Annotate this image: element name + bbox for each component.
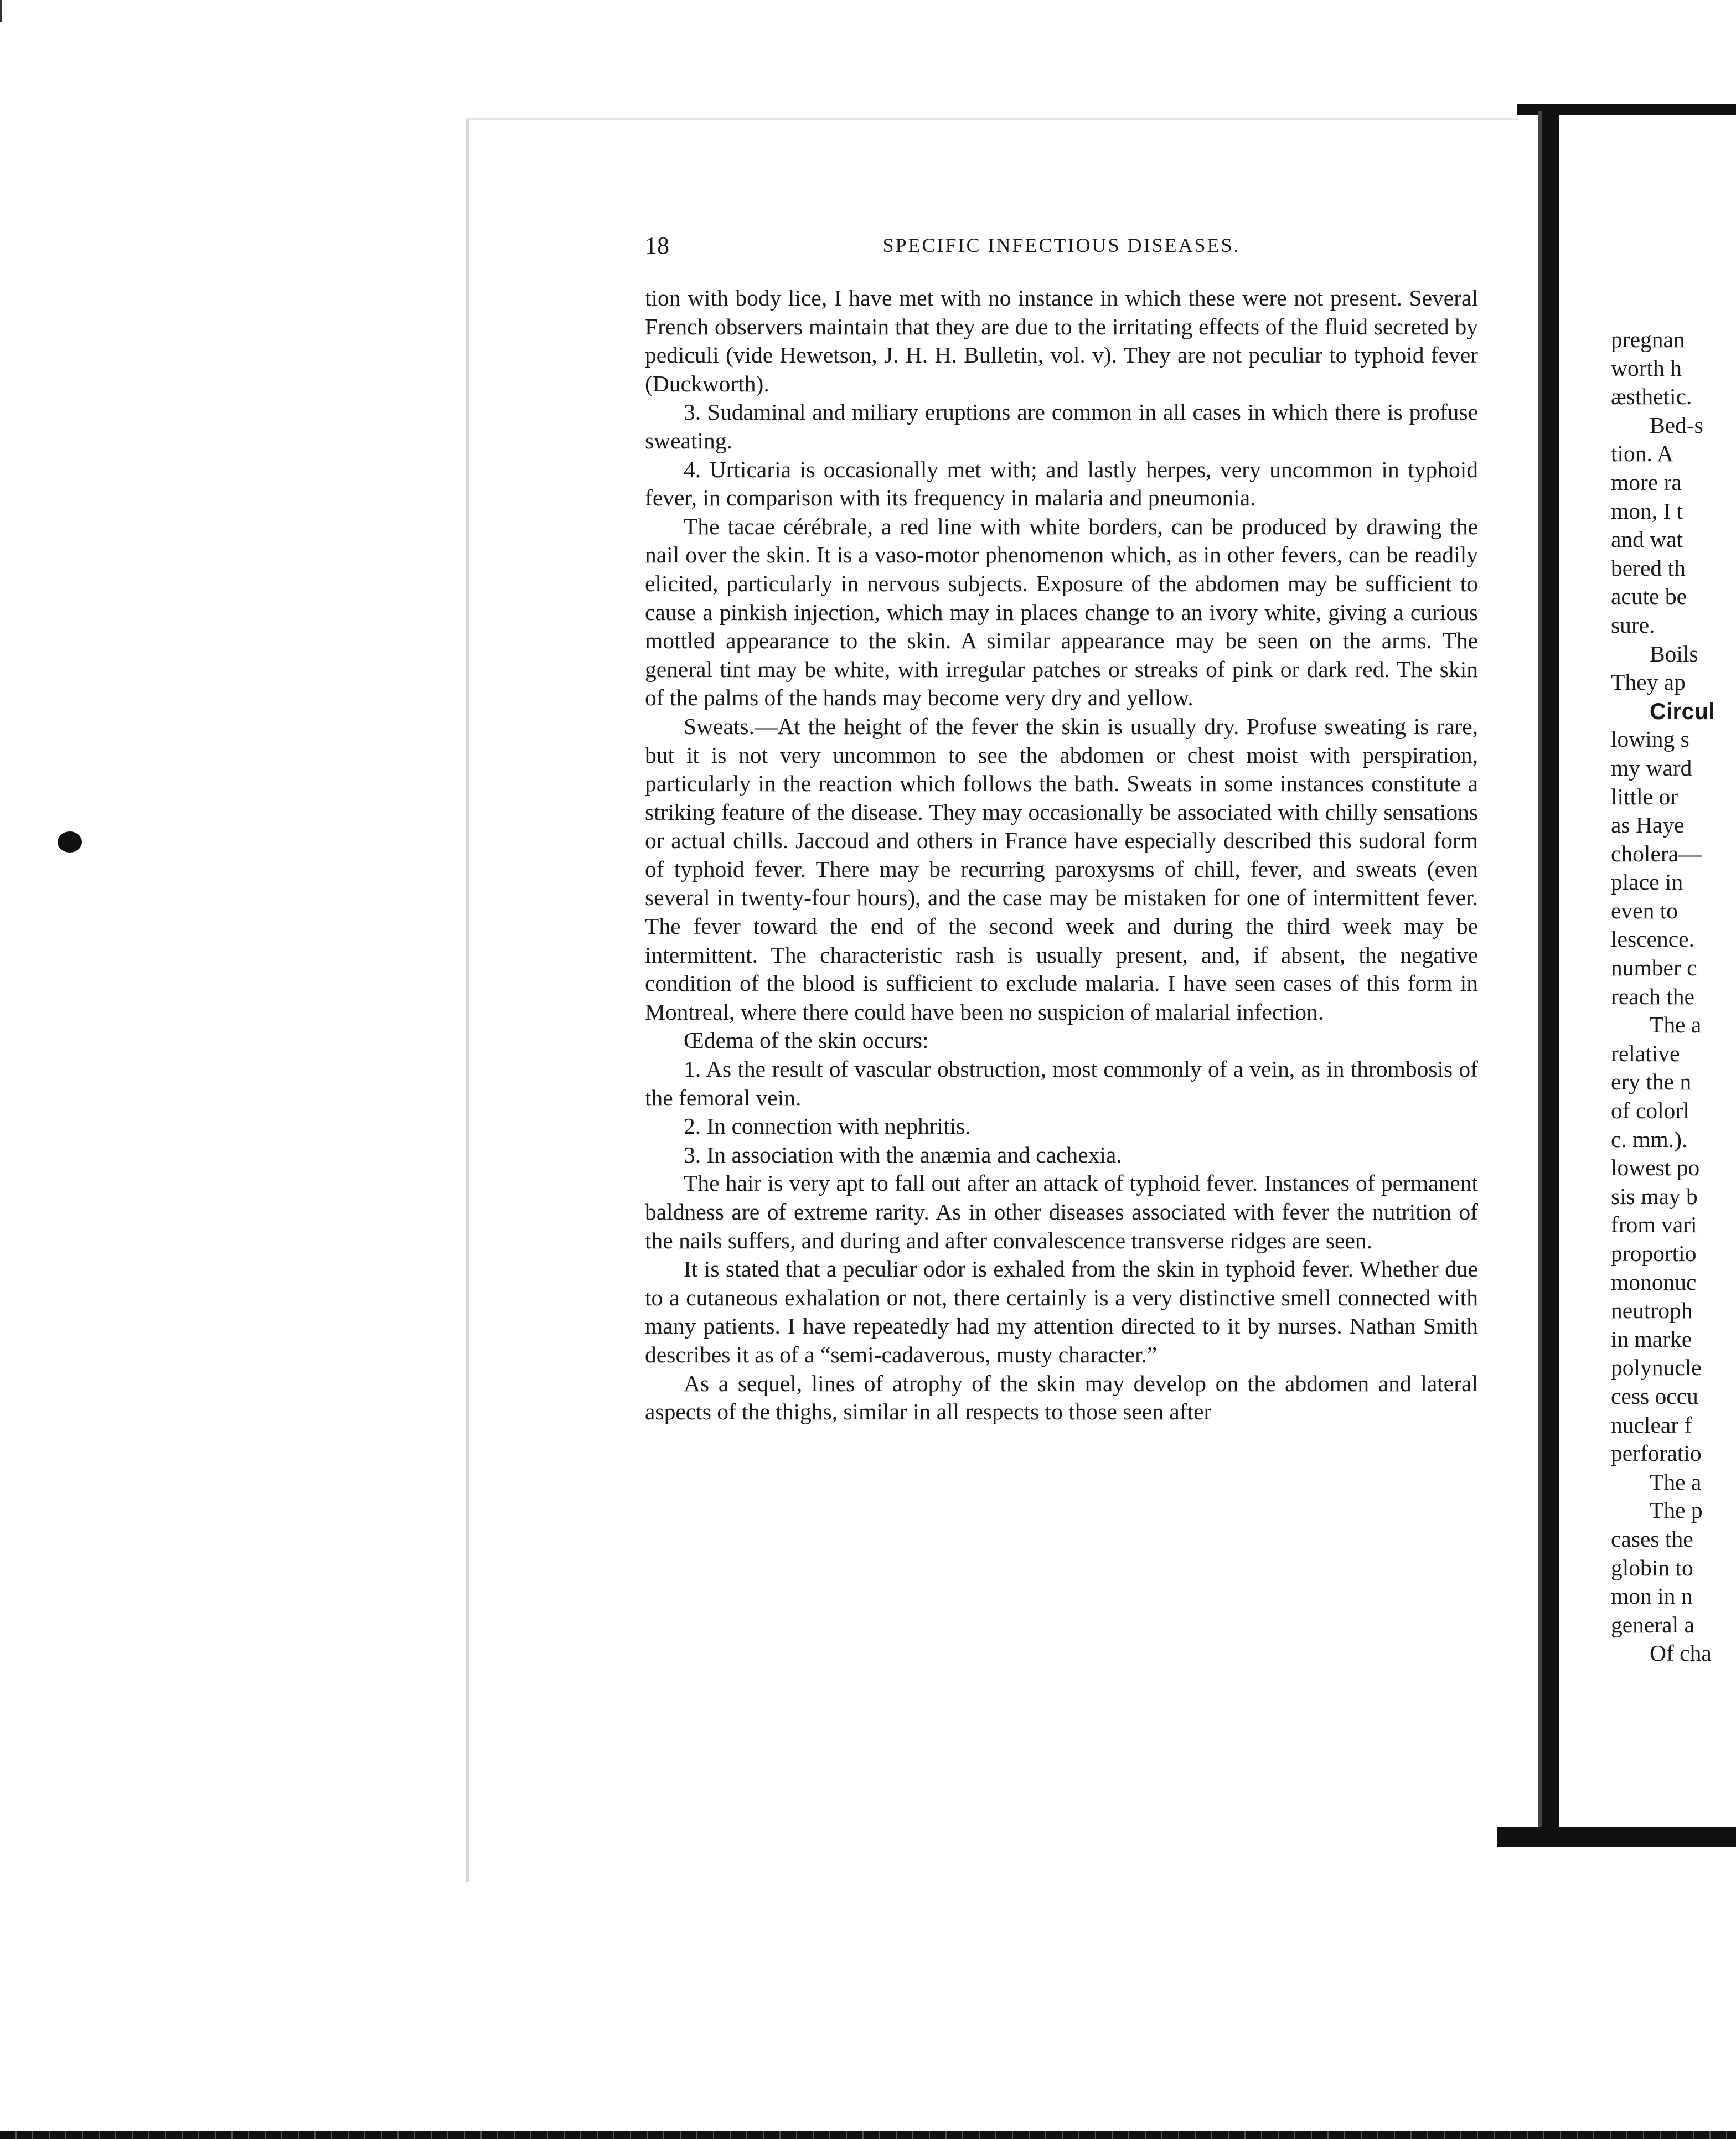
facing-page-line: cholera— [1611,840,1702,866]
facing-page-line: in marke [1611,1326,1692,1352]
scanner-bottom-edge [0,2131,1736,2139]
facing-page-line: Circul [1650,698,1715,724]
facing-page-line: reach the [1611,983,1694,1009]
facing-page-line: æsthetic. [1611,384,1692,410]
facing-page-fragment [1611,326,1736,1668]
paragraph: 3. In association with the anæmia and cachexia. [684,1141,1122,1167]
paragraph: 2. In connection with nephritis. [684,1113,971,1139]
facing-page-line: as Haye [1611,812,1685,838]
paragraph: Sweats.—At the height of the fever the skin is usually dry. Profuse sweating is rare, but it is not very uncommon to see the abdomen or chest moist with perspiration, particularly in the reaction which follows the bath. Sweats in some instances constitute a striking feature of the disease. They may occasionally be associated with chilly sensations or actual chills. Jaccoud and others in France have especially described this sudoral form of typhoid fever. There may be recurring paroxysms of chill, fever, and sweats (even several in twenty-four hours), and the case may be mistaken for one of intermittent fever. The fever toward the end of the second week and during the third week may be intermittent. The characteristic rash is usually present, and, if absent, the negative condition of the blood is sufficient to exclude malaria. I have seen cases of this form in Montreal, where there could have been no suspicion of malarial infection. [645,713,1478,1025]
facing-page-line: tion. A [1611,441,1673,467]
paragraph: Œdema of the skin occurs: [684,1027,929,1053]
facing-page-line: lowing s [1611,726,1690,752]
facing-page-line: ery the n [1611,1069,1692,1095]
facing-page-line: proportio [1611,1241,1697,1266]
page-header [645,231,1478,265]
facing-page-line: polynucle [1611,1355,1702,1381]
facing-page-line: The p [1650,1497,1703,1523]
page-edge-top [466,118,1518,120]
facing-page-line: and wat [1611,526,1683,552]
paragraph: 3. Sudaminal and miliary eruptions are common in all cases in which there is profuse sweating. [645,399,1478,453]
facing-page-line: little or [1611,783,1678,809]
facing-page-line: cases the [1611,1526,1693,1552]
facing-page-line: cess occu [1611,1383,1698,1409]
facing-page-line: mononuc [1611,1269,1697,1295]
page-edge-left [466,119,469,1882]
facing-page-line: pregnan [1611,327,1685,352]
facing-page-line: c. mm.). [1611,1126,1688,1152]
paragraph: 4. Urticaria is occasionally met with; and lastly herpes, very uncommon in typhoid fever, in comparison with its frequency in malaria and pneumonia. [645,456,1478,511]
running-title: SPECIFIC INFECTIOUS DISEASES. [882,234,1241,256]
facing-page-line: mon in n [1611,1583,1693,1609]
scan-corner-mark [0,0,2,22]
facing-page-line: Boils [1650,640,1698,666]
paragraph: The tacae cérébrale, a red line with white borders, can be produced by drawing the nail over the skin. It is a vaso-motor phenomenon which, as in other fevers, can be readily elicited, particularly in nervous subjects. Exposure of the abdomen may be sufficient to cause a pinkish injection, which may in places change to an ivory white, giving a curious mottled appearance to the skin. A similar appearance may be seen on the arms. The general tint may be white, with irregular patches or streaks of pink or dark red. The skin of the palms of the hands may become very dry and yellow. [645,513,1478,711]
book-spine [1542,111,1559,1832]
facing-page-line: from vari [1611,1212,1697,1238]
facing-page-line: bered th [1611,555,1686,581]
paragraph: It is stated that a peculiar odor is exhaled from the skin in typhoid fever. Whether due to a cutaneous exhalation or not, there certainly is a very distinctive smell connected with many patients. I have repeatedly had my attention directed to it by nurses. Nathan Smith describes it as of a “semi-cadaverous, musty character.” [645,1256,1478,1367]
book-spine-shadow [1538,111,1542,1832]
facing-page-line: globin to [1611,1554,1693,1580]
paragraph: As a sequel, lines of atrophy of the skin may develop on the abdomen and lateral aspects of the thighs, similar in all respects to those seen after [645,1370,1478,1425]
facing-page-line: perforatio [1611,1440,1702,1466]
ink-blot [58,831,82,852]
facing-page-line: The a [1650,1469,1702,1495]
facing-page-line: general a [1611,1611,1694,1637]
facing-page-line: sis may b [1611,1183,1698,1209]
facing-page-line: of colorl [1611,1098,1690,1124]
paragraph: The hair is very apt to fall out after an attack of typhoid fever. Instances of permanent baldness are of extreme rarity. As in other diseases associated with fever the nutrition of the nails suffers, and during and after convalescence transverse ridges are seen. [645,1170,1478,1253]
facing-page-line: Of cha [1650,1640,1712,1666]
page-number: 18 [645,232,669,259]
facing-page-line: mon, I t [1611,498,1683,524]
paragraph: 1. As the result of vascular obstruction, most commonly of a vein, as in thrombosis of the femoral vein. [645,1056,1478,1110]
facing-page-line: nuclear f [1611,1412,1692,1438]
book-spine-bottom [1497,1827,1736,1847]
facing-page-line: lescence. [1611,926,1694,952]
facing-page-line: They ap [1611,669,1686,695]
facing-page-line: my ward [1611,755,1692,781]
facing-page-line: relative [1611,1040,1680,1066]
paragraph: tion with body lice, I have met with no instance in which these were not present. Several French observers maintain that they are due to the irritating effects of the fluid secreted by pediculi (vide Hewetson, J. H. H. Bulletin, vol. v). They are not peculiar to typhoid fever (Duckworth). [645,285,1478,396]
main-text-column [645,284,1478,1427]
facing-page-line: The a [1650,1012,1702,1038]
facing-page-line: even to [1611,897,1678,923]
facing-page-line: acute be [1611,583,1687,609]
facing-page-line: lowest po [1611,1155,1700,1181]
facing-page-line: more ra [1611,469,1682,495]
facing-page-line: sure. [1611,612,1655,638]
facing-page-line: place in [1611,869,1683,895]
facing-page-line: neutroph [1611,1298,1693,1324]
facing-page-line: worth h [1611,355,1682,381]
facing-page-line: Bed-s [1650,412,1703,438]
facing-page-line: number c [1611,955,1697,981]
